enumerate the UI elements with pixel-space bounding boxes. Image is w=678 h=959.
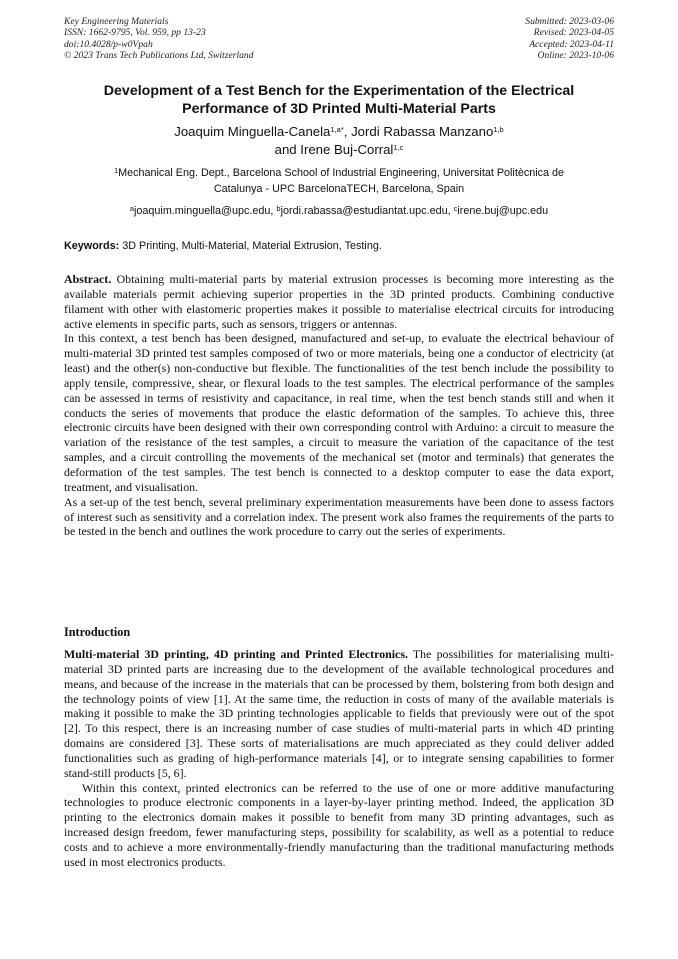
author-superscript: 1,a* (330, 125, 344, 134)
email-superscript: b (276, 204, 281, 213)
section-heading: Introduction (64, 625, 131, 639)
paper-title (40, 82, 638, 118)
abstract-paragraph-2: In this context, a test bench has been designed, manufactured and set-up, to evaluate the electrical behaviour of multi-material 3D printed test samples composed of two or more materials, being one a conductor of electricity (at least) and the other(s) non-conductive but flexible. The functionalities of the test bench include the possibility to apply tensile, compressive, shear, or flexural loads to the test samples. The electrical performance of the samples can be assessed in terms of resistivity and capacitance, in real time, when the test bench stands still and when it conducts the series of movements that produce the elastic deformation of the samples. To achieve this, three electronic circuits have been designed with their own corresponding control with Arduino: a circuit to measure the variation of the resistance of the test samples, a circuit to measure the variation of the capacitance of the test samples, and a circuit controlling the movements of the mechanical set (motor and terminals) that generates the deformation of the test samples. The test bench is connected to a desktop computer to ease the data export, treatment, and visualisation. (64, 331, 614, 494)
affiliation (40, 165, 638, 197)
email-link[interactable]: irene.buj@upc.edu (457, 205, 549, 217)
keywords-text: 3D Printing, Multi-Material, Material Extrusion, Testing. (119, 240, 382, 252)
email-superscript: c (453, 204, 458, 213)
email-link[interactable]: jordi.rabassa@estudiantat.upc.edu, (280, 205, 454, 217)
abstract-paragraph-3: As a set-up of the test bench, several preliminary experimentation measurements have been done to assess factors of interest such as sensitivity and a correlation index. The present work also frames the requirements of the parts to be tested in the bench and outlines the work procedure to carry out the series of experiments. (64, 494, 614, 539)
copyright-line: © 2023 Trans Tech Publications Ltd, Switzerland (64, 50, 254, 62)
intro-paragraph-2: Within this context, printed electronics can be referred to the use of one or more additive manufacturing technologies to produce electronic components in a layer-by-layer printing method. Indeed, the application 3D printing to the electronics domain makes it possible to benefit from many 3D printing advantages, such as increased design freedom, fewer manufacturing steps, possibility for scalability, as well as a potential to reduce costs and to achieve a more environmentally-friendly manufacturing than the traditional manufacturing methods used in most electronics products. (64, 780, 614, 869)
affiliation-superscript: 1 (113, 166, 119, 175)
intro-run-in-heading: Multi-material 3D printing, 4D printing and Printed Electronics. (64, 647, 408, 661)
online-date: Online: 2023-10-06 (537, 50, 614, 62)
journal-header (64, 16, 254, 62)
intro-paragraph-1 (64, 647, 614, 781)
abstract (64, 272, 614, 539)
email-superscript: a (129, 204, 134, 213)
affiliation-line-1 (40, 165, 638, 181)
submitted-date: Submitted: 2023-03-06 (525, 16, 614, 27)
title-line-1: Development of a Test Bench for the Experimentation of the Electrical (103, 83, 575, 99)
revised-date: Revised: 2023-04-05 (533, 27, 614, 39)
keywords-label: Keywords: (64, 240, 120, 252)
author-line-1 (40, 123, 638, 141)
intro-text: The possibilities for materialising multi-material 3D printed parts are increasing due to the development of the available technological procedures and means, and because of the increase in the materials that can be processed by them, bolstering from both design and the technology points of view [1]. At the same time, the reduction in costs of many of the available materials is making it possible to make the 3D printing technologies applicable to fields that previously were out of the spot [2]. To this respect, there is an increasing number of case studies of multi-material parts in which 4D printing domains are considered [3]. These sorts of materialisations are much appreciated as they could deliver added functionalities such as grading of high-performance materials [4], or to integrate sensing capabilities to former stand-still products [5, 6]. (64, 647, 614, 780)
author-emails (40, 203, 638, 219)
author-name: Jordi Rabassa Manzano (351, 124, 494, 139)
author-name: Irene Buj-Corral (300, 142, 394, 157)
journal-name: Key Engineering Materials (64, 16, 169, 27)
issn-line: ISSN: 1662-9795, Vol. 959, pp 13-23 (64, 27, 206, 39)
keywords (64, 238, 614, 254)
abstract-label: Abstract. (64, 272, 112, 286)
affiliation-line-2: Catalunya - UPC BarcelonaTECH, Barcelona, Spain (213, 183, 465, 195)
accepted-date: Accepted: 2023-04-11 (529, 38, 614, 50)
author-list (40, 123, 638, 159)
introduction-body (64, 647, 614, 870)
dates-header (525, 16, 614, 62)
author-name: Joaquim Minguella-Canela (174, 124, 331, 139)
abstract-text: Obtaining multi-material parts by material extrusion processes is becoming more interesting as the available materials permit achieving superior properties in the 3D printed products. Combining conductive filament with other with elastomeric properties makes it possible to materialise electrical circuits for introducing active elements in specific parts, such as sensors, triggers or antennas. (64, 272, 614, 331)
doi-line: doi:10.4028/p-w0Vpah (64, 38, 153, 50)
author-conjunction: and (274, 142, 301, 157)
affiliation-text: Mechanical Eng. Dept., Barcelona School of Industrial Engineering, Universitat Politècnica de (118, 167, 565, 179)
author-separator: , (343, 124, 352, 139)
author-line-2 (40, 141, 638, 159)
title-line-2: Performance of 3D Printed Multi-Material Parts (182, 101, 496, 117)
author-superscript: 1,b (493, 125, 504, 134)
abstract-paragraph-1 (64, 272, 614, 331)
email-link[interactable]: joaquim.minguella@upc.edu, (134, 205, 277, 217)
author-superscript: 1,c (393, 143, 404, 152)
